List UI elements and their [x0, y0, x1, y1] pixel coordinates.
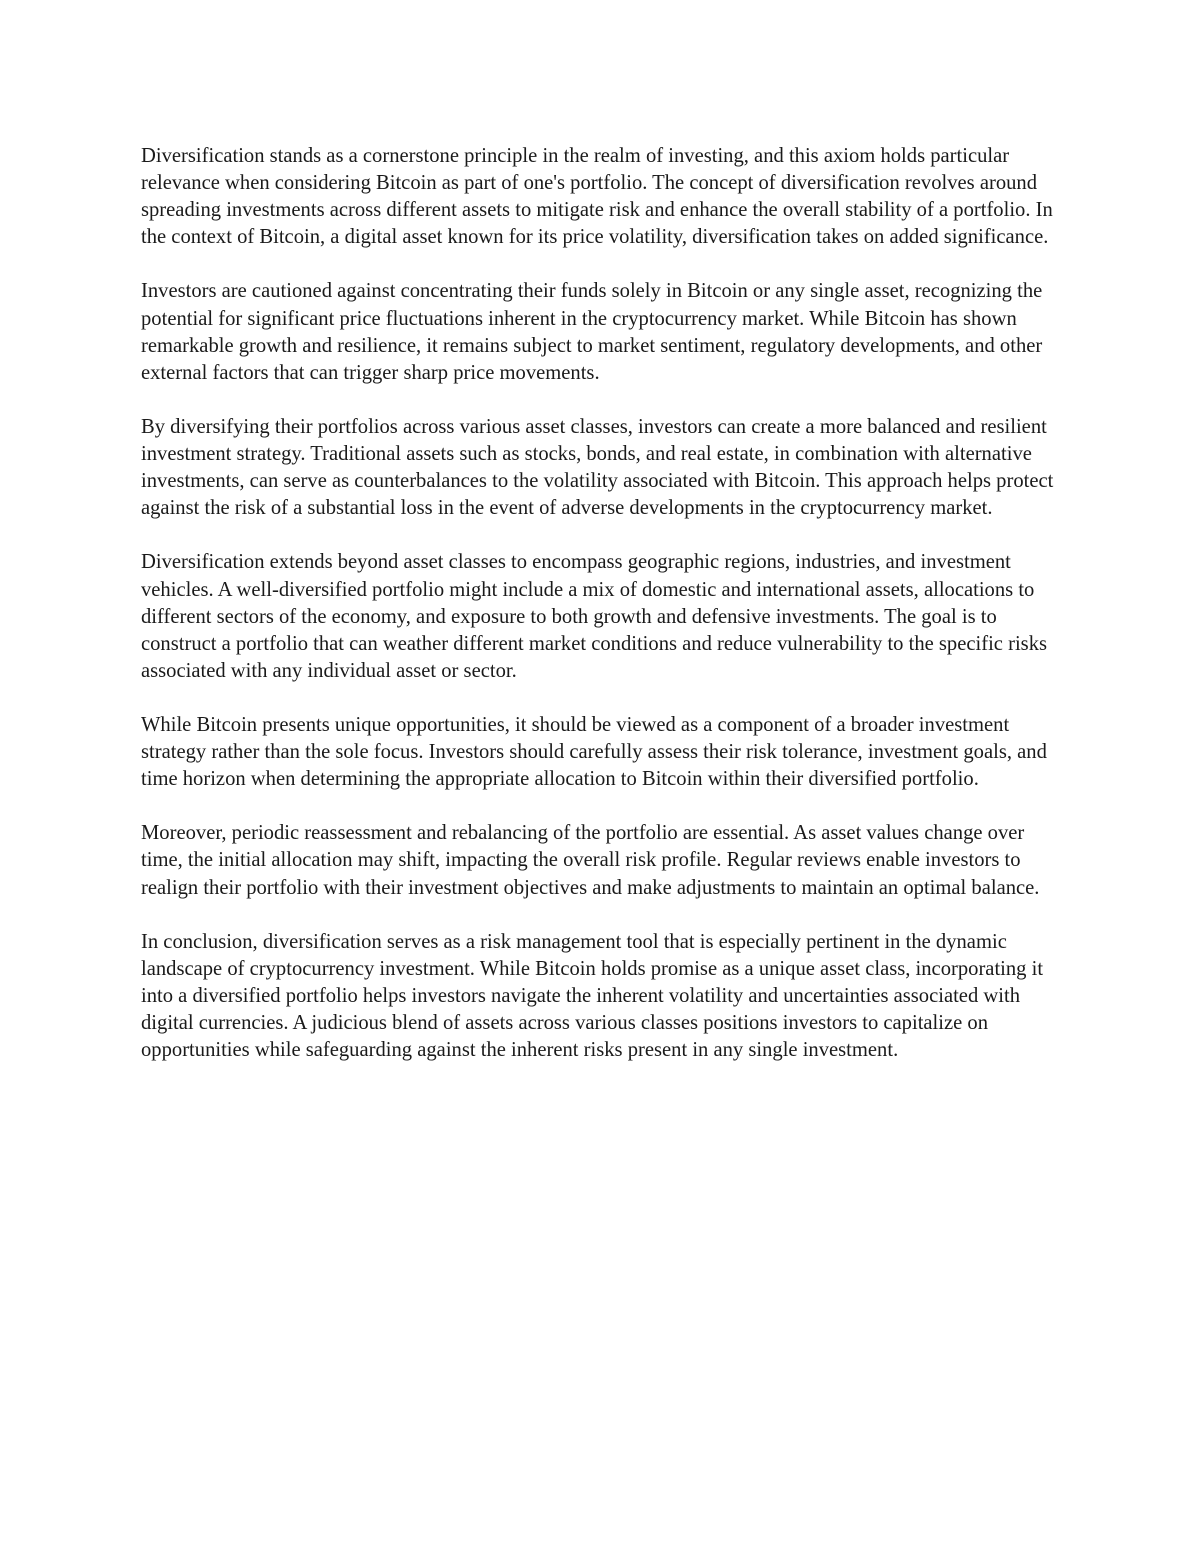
paragraph-4: Diversification extends beyond asset classes to encompass geographic regions, industries, and investment vehicles. A well-diversified portfolio might include a mix of domestic and international assets, allocations to different sectors of the economy, and exposure to both growth and defensive investments. The goal is to construct a portfolio that can weather different market conditions and reduce vulnerability to the specific risks associated with any individual asset or sector.	[141, 551, 1048, 682]
paragraph-6: Moreover, periodic reassessment and rebalancing of the portfolio are essential. As asset values change over time, the initial allocation may shift, impacting the overall risk profile. Regular reviews enable investors to realign their portfolio with their investment objectives and make adjustments to maintain an optimal balance.	[141, 822, 1040, 899]
paragraph-3: By diversifying their portfolios across various asset classes, investors can create a more balanced and resilient investment strategy. Traditional assets such as stocks, bonds, and real estate, in combination with alternative investments, can serve as counterbalances to the volatility associated with Bitcoin. This approach helps protect against the risk of a substantial loss in the event of adverse developments in the cryptocurrency market.	[141, 415, 1054, 520]
document-body	[141, 143, 1061, 1064]
paragraph-1: Diversification stands as a cornerstone principle in the realm of investing, and this axiom holds particular relevance when considering Bitcoin as part of one's portfolio. The concept of diversification revolves around spreading investments across different assets to mitigate risk and enhance the overall stability of a portfolio. In the context of Bitcoin, a digital asset known for its price volatility, diversification takes on added significance.	[141, 145, 1053, 249]
paragraph-2: Investors are cautioned against concentrating their funds solely in Bitcoin or any single asset, recognizing the potential for significant price fluctuations inherent in the cryptocurrency market. While Bitcoin has shown remarkable growth and resilience, it remains subject to market sentiment, regulatory developments, and other external factors that can trigger sharp price movements.	[141, 280, 1043, 384]
paragraph-7: In conclusion, diversification serves as a risk management tool that is especially pertinent in the dynamic landscape of cryptocurrency investment. While Bitcoin holds promise as a unique asset class, incorporating it into a diversified portfolio helps investors navigate the inherent volatility and uncertainties associated with digital currencies. A judicious blend of assets across various classes positions investors to capitalize on opportunities while safeguarding against the inherent risks present in any single investment.	[141, 930, 1044, 1062]
paragraph-5: While Bitcoin presents unique opportunities, it should be viewed as a component of a broader investment strategy rather than the sole focus. Investors should carefully assess their risk tolerance, investment goals, and time horizon when determining the appropriate allocation to Bitcoin within their diversified portfolio.	[141, 713, 1047, 791]
